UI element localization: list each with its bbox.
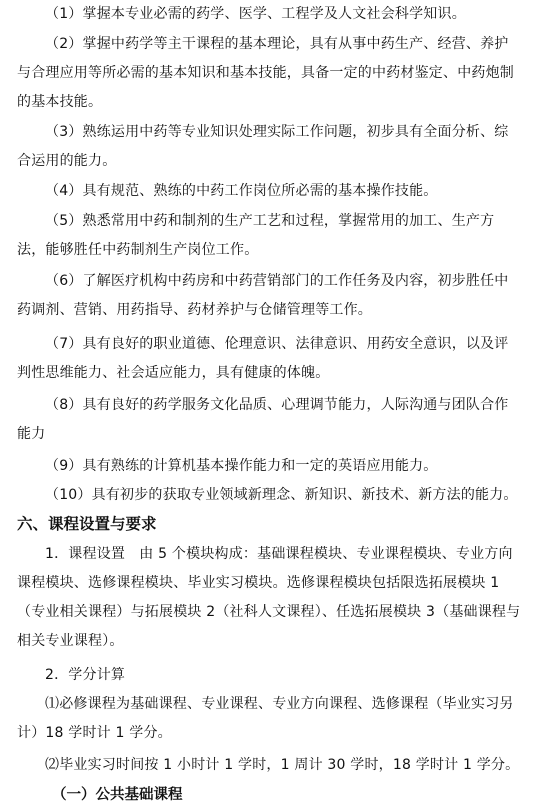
paragraph-5: （5）熟悉常用中药和制剂的生产工艺和过程，掌握常用的加工、生产方法，能够胜任中药制剂生产岗位工作。: [17, 213, 495, 258]
course-setup-paragraph: 1．课程设置 由 5 个模块构成：基础课程模块、专业课程模块、专业方向课程模块、选修课程模块、毕业实习模块。选修课程模块包括限选拓展模块 1（专业相关课程）与拓展模块 2（社科人文课程）、任选拓展模块 3（基础课程与相关专业课程）。: [17, 546, 521, 649]
paragraph-2: （2）掌握中药学等主干课程的基本理论，具有从事中药生产、经营、养护与合理应用等所必需的基本知识和基本技能，具备一定的中药材鉴定、中药炮制的基本技能。: [17, 36, 514, 110]
paragraph-4: （4）具有规范、熟练的中药工作岗位所必需的基本操作技能。: [45, 183, 438, 199]
section-heading: 六、课程设置与要求: [17, 515, 157, 533]
paragraph-1: （1）掌握本专业必需的药学、医学、工程学及人文社会科学知识。: [45, 6, 466, 22]
paragraph-10: （10）具有初步的获取专业领域新理念、新知识、新技术、新方法的能力。: [45, 487, 518, 503]
paragraph-8: （8）具有良好的药学服务文化品质、心理调节能力，人际沟通与团队合作能力: [17, 397, 509, 442]
credit-rule-1: ⑴必修课程为基础课程、专业课程、专业方向课程、选修课程（毕业实习另计）18 学时计 1 学分。: [17, 696, 514, 741]
paragraph-6: （6）了解医疗机构中药房和中药营销部门的工作任务及内容，初步胜任中药调剂、营销、用药指导、药材养护与仓储管理等工作。: [17, 273, 509, 318]
credit-rule-2: ⑵毕业实习时间按 1 小时计 1 学时，1 周计 30 学时，18 学时计 1 学分。: [45, 757, 520, 773]
credit-calc-label: 2．学分计算: [45, 667, 126, 683]
paragraph-3: （3）熟练运用中药等专业知识处理实际工作问题，初步具有全面分析、综合运用的能力。: [17, 124, 509, 169]
paragraph-9: （9）具有熟练的计算机基本操作能力和一定的英语应用能力。: [45, 458, 438, 474]
paragraph-7: （7）具有良好的职业道德、伦理意识、法律意识、用药安全意识，以及评判性思维能力、社会适应能力，具有健康的体魄。: [17, 336, 509, 381]
subsection-heading: （一）公共基础课程: [52, 787, 183, 803]
